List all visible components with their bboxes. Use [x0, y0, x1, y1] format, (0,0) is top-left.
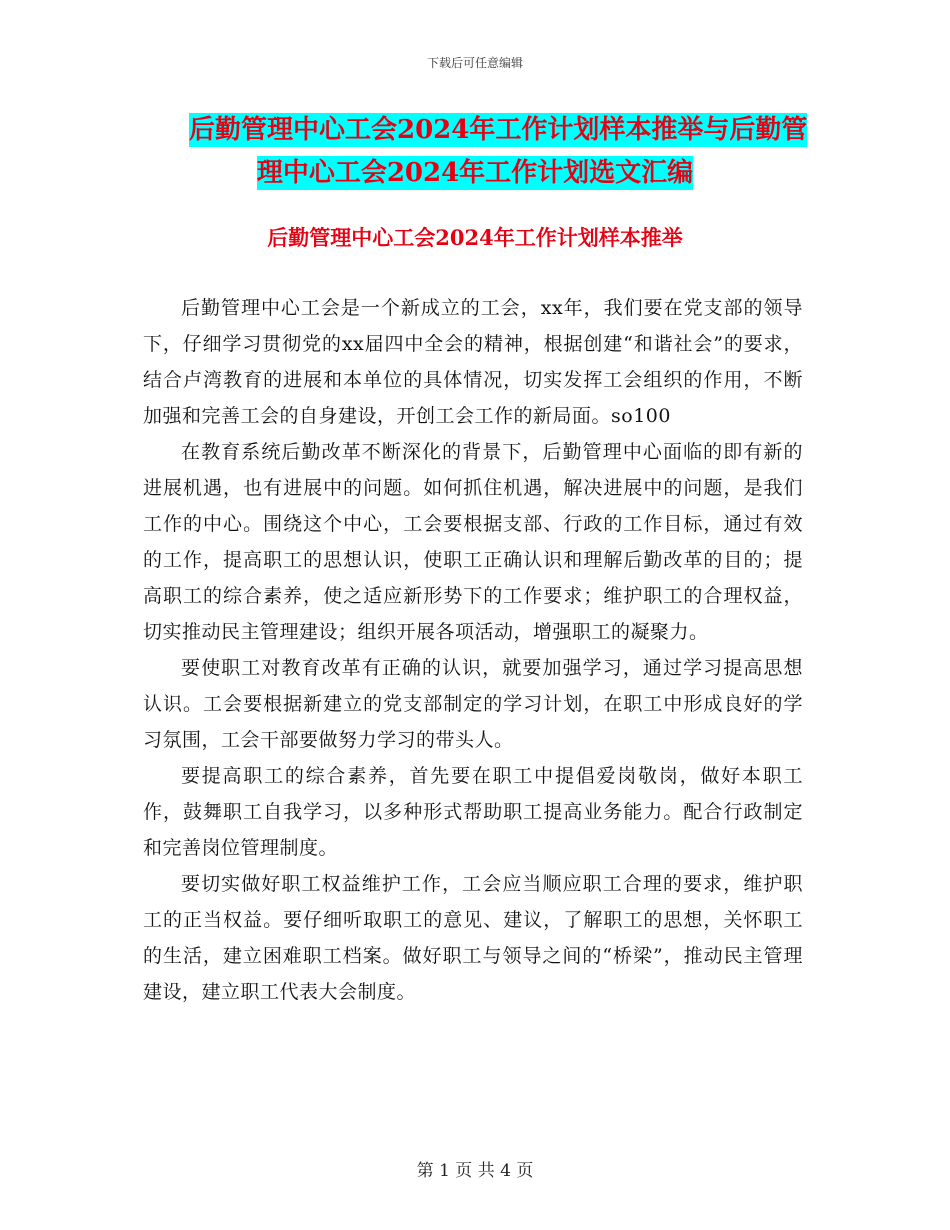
paragraph-4: 要提高职工的综合素养，首先要在职工中提倡爱岗敬岗，做好本职工作，鼓舞职工自我学习，以多种形式帮助职工提高业务能力。配合行政制定和完善岗位管理制度。 — [143, 765, 803, 859]
paragraph-1: 后勤管理中心工会是一个新成立的工会，xx年，我们要在党支部的领导下，仔细学习贯彻党的xx届四中全会的精神，根据创建“和谐社会”的要求，结合卢湾教育的进展和本单位的具体情况，切实发挥工会组织的作用，不断加强和完善工会的自身建设，开创工会工作的新局面。so100 — [143, 297, 803, 427]
document-body — [143, 290, 803, 1010]
page-footer-number: 第 1 页 共 4 页 — [416, 1161, 534, 1181]
paragraph-5: 要切实做好职工权益维护工作，工会应当顺应职工合理的要求，维护职工的正当权益。要仔细听取职工的意见、建议，了解职工的思想，关怀职工的生活，建立困难职工档案。做好职工与领导之间的“桥梁”，推动民主管理建设，建立职工代表大会制度。 — [143, 873, 803, 1003]
page-header-note: 下载后可任意编辑 — [426, 56, 523, 70]
title-highlight-1: 后勤管理中心工会2024年工作计划样本推举与后勤管 — [189, 115, 808, 145]
document-title-line-1 — [0, 113, 950, 147]
title-highlight-2: 理中心工会2024年工作计划选文汇编 — [256, 158, 694, 188]
section-subtitle: 后勤管理中心工会2024年工作计划样本推举 — [267, 225, 683, 250]
paragraph-3: 要使职工对教育改革有正确的认识，就要加强学习，通过学习提高思想认识。工会要根据新建立的党支部制定的学习计划，在职工中形成良好的学习氛围，工会干部要做努力学习的带头人。 — [143, 657, 803, 751]
document-title-line-2 — [0, 156, 950, 190]
paragraph-2: 在教育系统后勤改革不断深化的背景下，后勤管理中心面临的即有新的进展机遇，也有进展中的问题。如何抓住机遇，解决进展中的问题，是我们工作的中心。围绕这个中心，工会要根据支部、行政的工作目标，通过有效的工作，提高职工的思想认识，使职工正确认识和理解后勤改革的目的；提高职工的综合素养，使之适应新形势下的工作要求；维护职工的合理权益，切实推动民主管理建设；组织开展各项活动，增强职工的凝聚力。 — [143, 441, 803, 643]
